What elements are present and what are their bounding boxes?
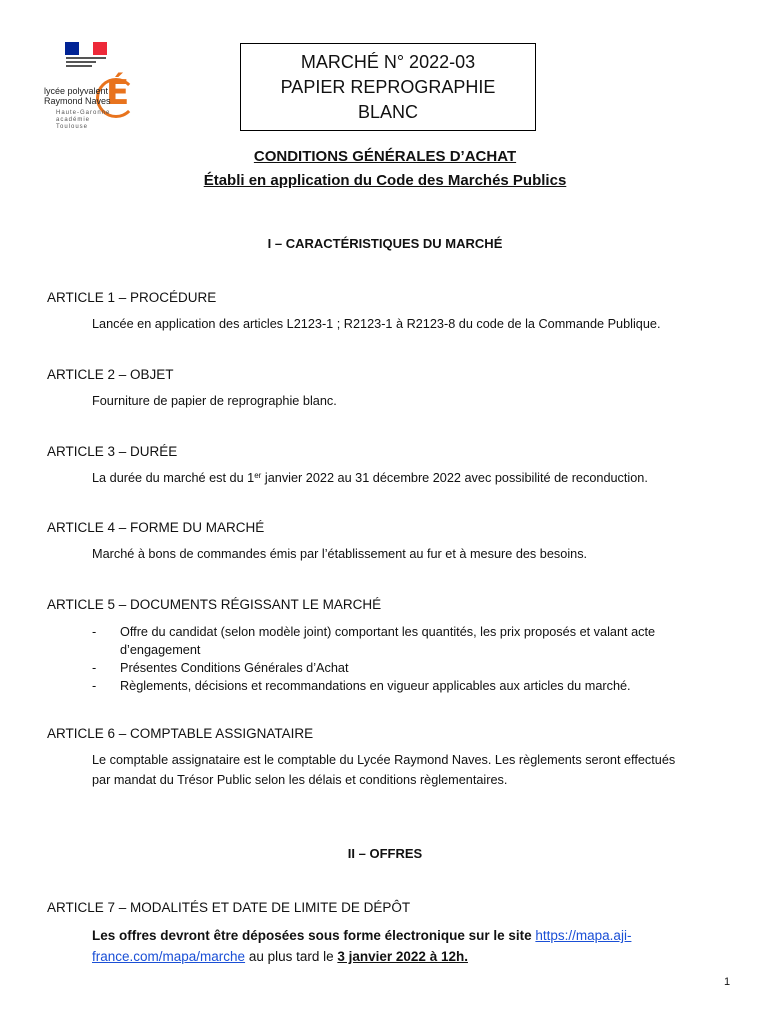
article-2-title: ARTICLE 2 – OBJET — [47, 367, 174, 382]
article-4-body: Marché à bons de commandes émis par l’établissement au fur et à mesure des besoins. — [92, 547, 588, 561]
logo-caption-lines — [66, 57, 106, 69]
lycee-name: lycée polyvalent Raymond Naves — [44, 86, 111, 106]
article-3-title: ARTICLE 3 – DURÉE — [47, 444, 178, 459]
article-7-body: Les offres devront être déposées sous forme électronique sur le site https://mapa.aji-france.com/mapa/marche au plus tard le 3 janvier 2022 à 12h. — [92, 928, 632, 964]
republique-francaise-logo — [62, 42, 110, 72]
french-flag-icon — [65, 42, 107, 55]
article-1-body: Lancée en application des articles L2123-1 ; R2123-1 à R2123-8 du code de la Commande Publique. — [92, 317, 661, 331]
list-item: - Offre du candidat (selon modèle joint) comportant les quantités, les prix proposés et valant acte d’engagement — [92, 625, 656, 657]
page-number: 1 — [724, 976, 731, 988]
article-3-body: La durée du marché est du 1er janvier 2022 au 31 décembre 2022 avec possibilité de reconduction. — [92, 471, 648, 485]
deadline: 3 janvier 2022 à 12h. — [337, 949, 468, 964]
article-6-body: Le comptable assignataire est le comptable du Lycée Raymond Naves. Les règlements seront effectués par mandat du Trésor Public selon les délais et conditions règlementaires. — [92, 753, 676, 787]
logo-e-letter: É — [106, 73, 130, 113]
title-line-3: BLANC — [357, 101, 419, 122]
title-line-1: MARCHÉ N° 2022-03 — [300, 51, 476, 72]
main-subheading: Établi en application du Code des Marchés Publics — [203, 172, 567, 189]
article-7-title: ARTICLE 7 – MODALITÉS ET DATE DE LIMITE DE DÉPÔT — [47, 900, 411, 915]
title-line-2: PAPIER REPROGRAPHIE — [280, 76, 496, 97]
section-heading-1: I – CARACTÉRISTIQUES DU MARCHÉ — [267, 236, 503, 251]
article-4-title: ARTICLE 4 – FORME DU MARCHÉ — [47, 520, 265, 535]
article-5-list — [92, 623, 732, 695]
lycee-academy: Haute-Garonne académie Toulouse — [56, 110, 111, 130]
article-1-title: ARTICLE 1 – PROCÉDURE — [47, 290, 217, 305]
article-6-title: ARTICLE 6 – COMPTABLE ASSIGNATAIRE — [47, 726, 314, 741]
title-box — [240, 43, 536, 131]
lycee-logo — [44, 73, 140, 136]
main-heading: CONDITIONS GÉNÉRALES D’ACHAT — [253, 148, 517, 165]
list-item: - Règlements, décisions et recommandations en vigueur applicables aux articles du marché. — [92, 679, 631, 693]
list-item: - Présentes Conditions Générales d’Achat — [92, 661, 349, 675]
article-2-body: Fourniture de papier de reprographie blanc. — [92, 394, 337, 408]
article-5-title: ARTICLE 5 – DOCUMENTS RÉGISSANT LE MARCHÉ — [47, 597, 382, 612]
section-heading-2: II – OFFRES — [347, 846, 423, 861]
submission-link[interactable]: https://mapa.aji-france.com/mapa/marche — [92, 928, 632, 964]
